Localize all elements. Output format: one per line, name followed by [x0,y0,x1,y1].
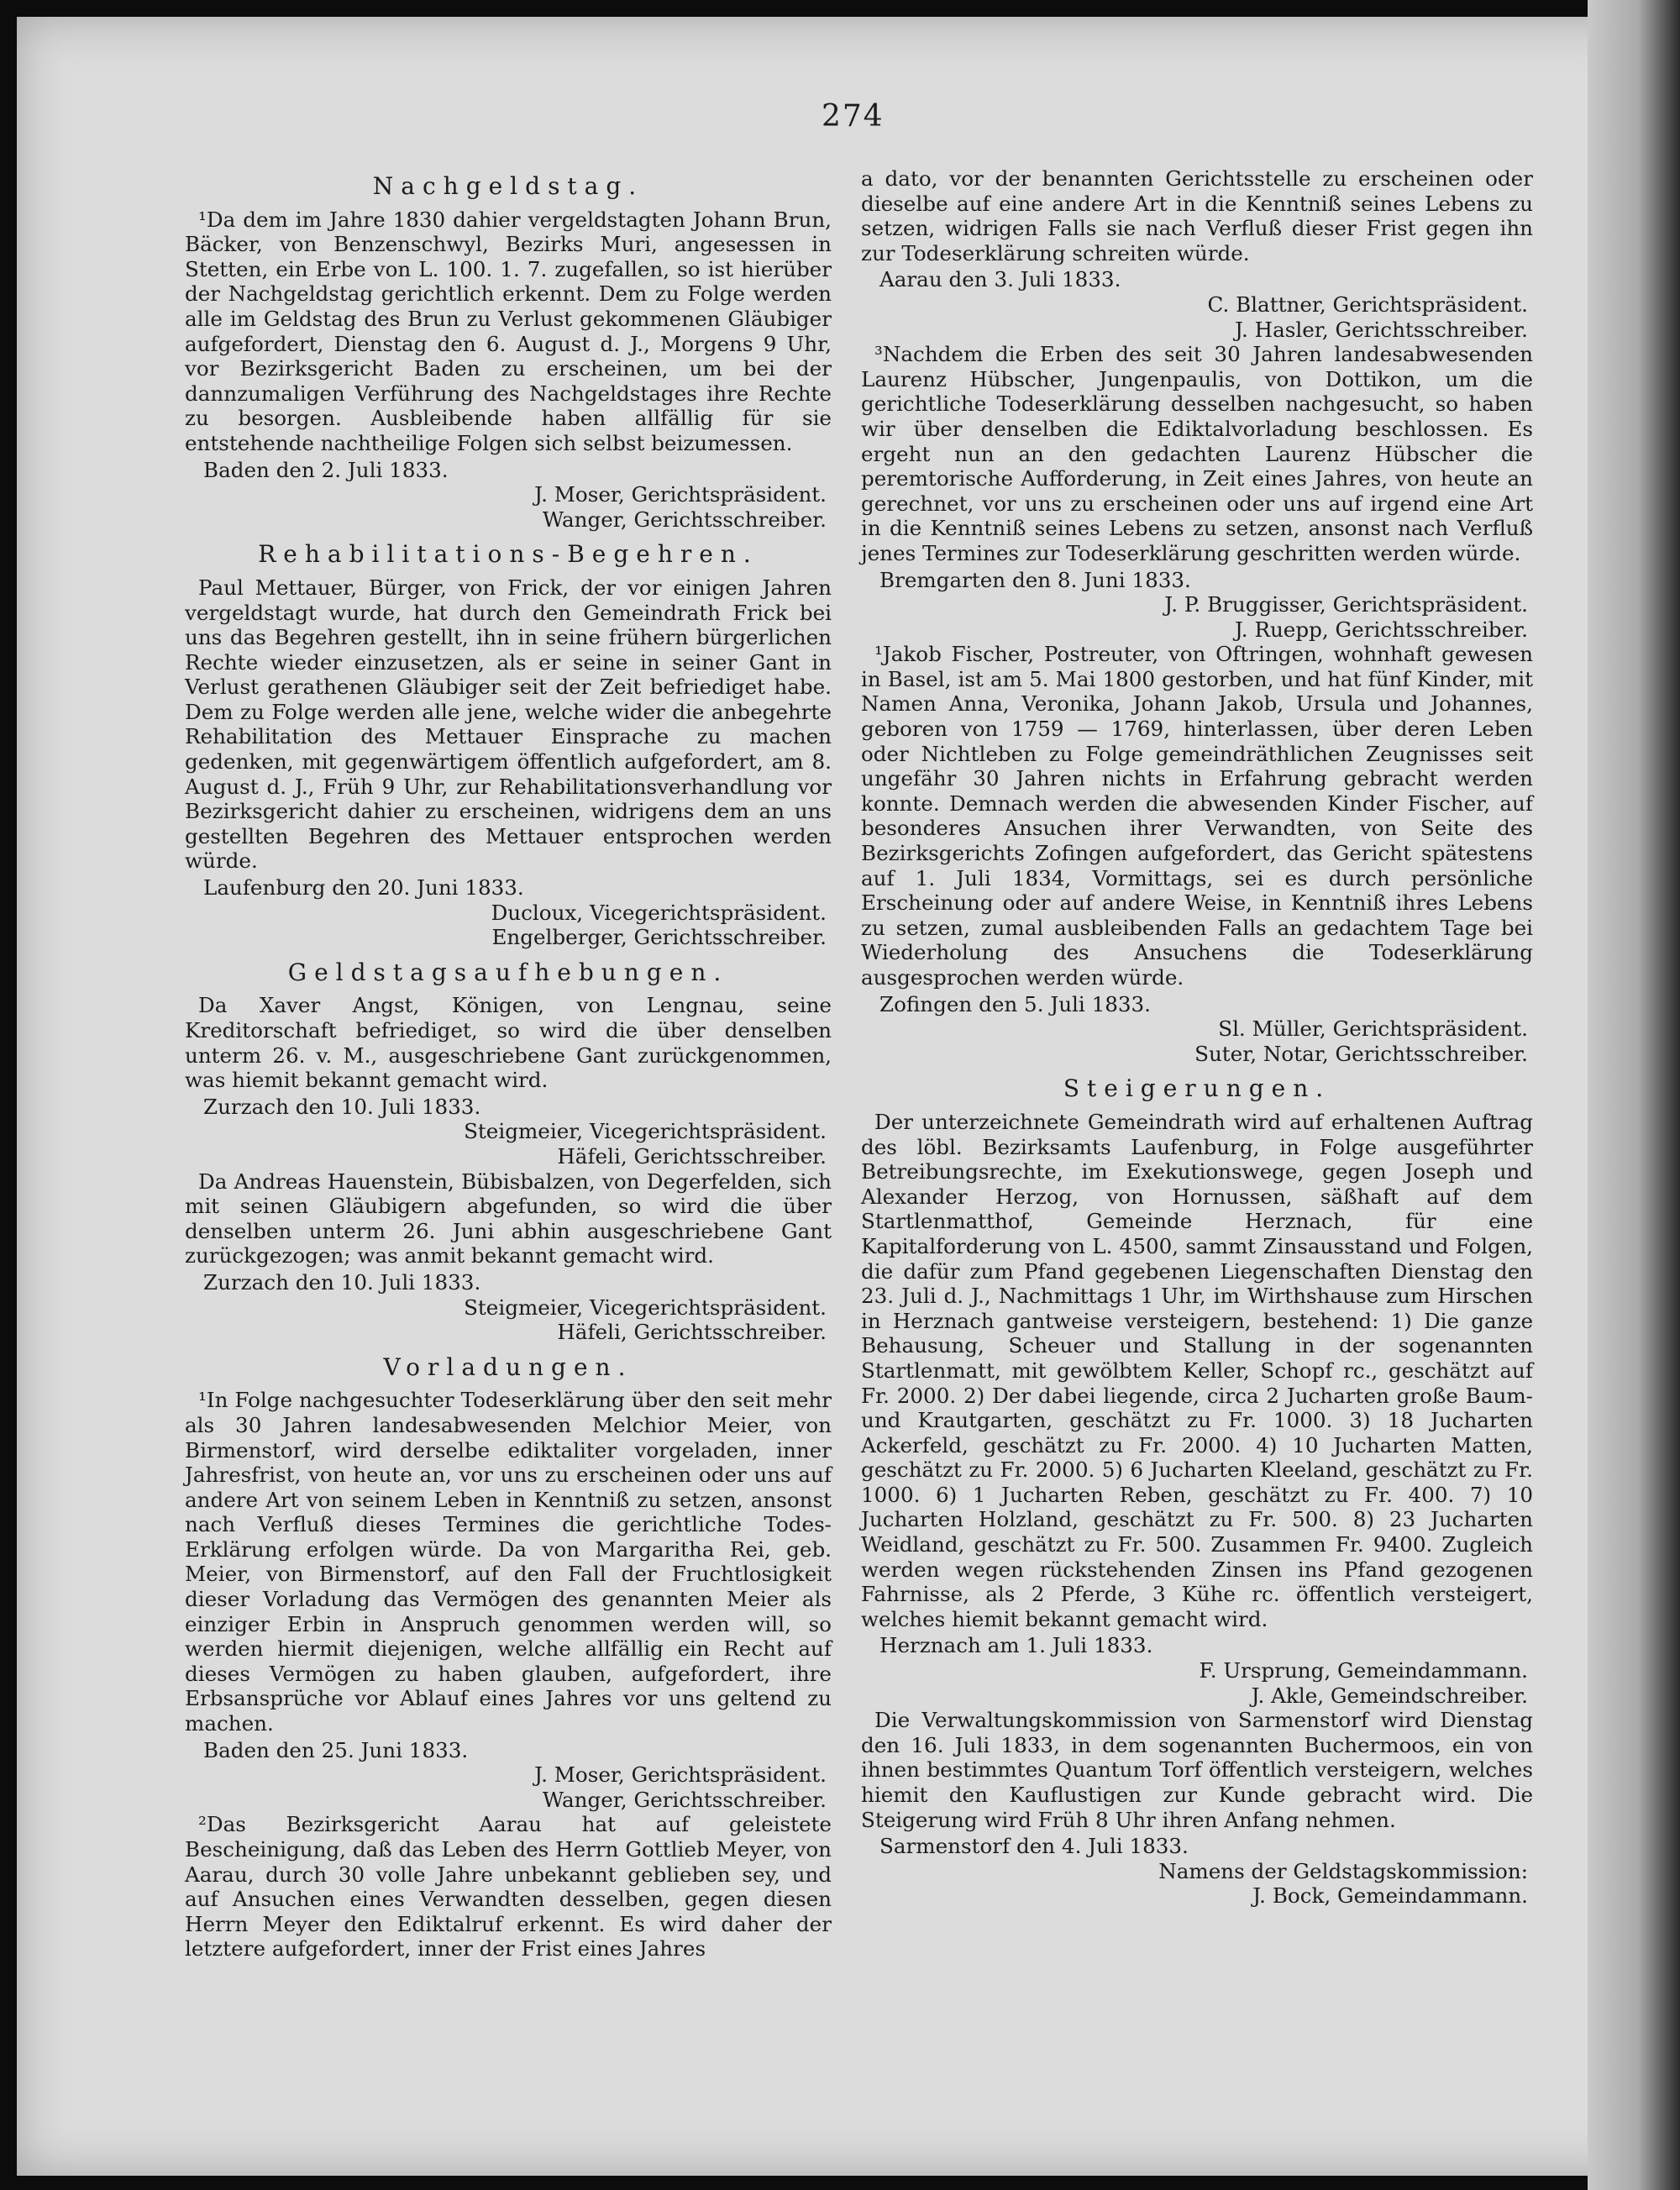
notice-paragraph: ¹In Folge nachgesuchter Todeserklärung über den seit mehr als 30 Jahren landesabwesenden Melchior Meier, von Birmenstorf, wird derselbe ediktaliter vorgeladen, inner Jahresfrist, von heute an, vor uns zu erscheinen oder uns auf andere Art von seinem Leben in Kenntniß zu setzen, ansonst nach Verfluß dieses Termines die gerichtliche Todes-Erklärung erfolgen würde. Da von Margaritha Rei, geb. Meier, von Birmenstorf, auf den Fall der Fruchtlosigkeit dieser Vorladung das Vermögen des genannten Meier als einziger Erbin in Anspruch genommen werden will, so werden hiermit diejenigen, welche allfällig ein Recht auf dieses Vermögen zu haben glauben, aufgefordert, ihre Erbsansprüche vor Ablauf eines Jahres vor uns geltend zu machen. [185,1388,832,1736]
notice-signature: J. Ruepp, Gerichtsschreiber. [1234,617,1528,642]
section-heading: Geldstagsaufhebungen. [287,958,729,986]
notice-signature: Steigmeier, Vicegerichtspräsident. [464,1295,827,1320]
page-number: 274 [822,99,885,134]
notice-signature: C. Blattner, Gerichtspräsident. [1207,291,1528,317]
notice-dateline: Zurzach den 10. Juli 1833. [203,1269,481,1295]
notice-dateline: Zurzach den 10. Juli 1833. [203,1094,481,1119]
notice-signature: F. Ursprung, Gemeindammann. [1199,1658,1528,1683]
notice-paragraph: Paul Mettauer, Bürger, von Frick, der vor einigen Jahren vergeldstagt wurde, hat durch den Gemeindrath Frick bei uns das Begehren gestellt, ihn in seine frühern bürgerlichen Rechte wieder einzusetzen, als er seine in seiner Gant in Verlust gerathenen Gläubiger seit der Zeit befriediget habe. Dem zu Folge werden alle jene, welche wider die anbegehrte Rehabilitation des Mettauer Einsprache zu machen gedenken, mit gegenwärtigem öffentlich aufgefordert, am 8. August d. J., Früh 9 Uhr, zur Rehabilitationsverhandlung vor Bezirksgericht dahier zu erscheinen, widrigens dem an uns gestellten Begehren des Mettauer entsprochen werden würde. [185,575,832,874]
notice-dateline: Zofingen den 5. Juli 1833. [879,991,1151,1016]
notice-signature: Wanger, Gerichtsschreiber. [542,507,827,532]
notice-paragraph: ¹Jakob Fischer, Postreuter, von Oftringen, wohnhaft gewesen in Basel, ist am 5. Mai 1800 gestorben, und hat fünf Kinder, mit Namen Anna, Veronika, Johann Jakob, Ursula und Johannes, geboren von 1759 — 1769, hinterlassen, über deren Leben oder Nichtleben zu Folge gemeindräthlichen Zeugnisses seit ungefähr 30 Jahren nichts in Erfahrung gebracht werden konnte. Demnach werden die abwesenden Kinder Fischer, auf besonderes Ansuchen ihrer Verwandten, von Seite des Bezirksgerichts Zofingen aufgefordert, das Gericht spätestens auf 1. Juli 1834, Vormittags, sei es durch persönliche Erscheinung oder auf andere Weise, in Kenntniß ihres Lebens zu setzen, zumal ausbleibenden Falls an gedachtem Tage bei Wiederholung des Ansuchens die Todeserklärung ausgesprochen werden würde. [861,642,1533,990]
notice-signature: J. Moser, Gerichtspräsident. [534,1762,827,1788]
notice-signature: Häfeli, Gerichtsschreiber. [557,1143,827,1169]
notice-paragraph: Da Xaver Angst, Königen, von Lengnau, seine Kreditorschaft befriediget, so wird die über denselben unterm 26. v. M., ausgeschriebene Gant zurückgenommen, was hiemit bekannt gemacht wird. [185,993,832,1093]
section-heading: Vorladungen. [383,1352,633,1381]
notice-signature: Namens der Geldstagskommission: [1158,1858,1528,1883]
section-heading: Nachgeldstag. [372,172,644,200]
notice-dateline: Bremgarten den 8. Juni 1833. [879,567,1191,592]
notice-dateline: Baden den 25. Juni 1833. [203,1737,469,1762]
page-edge-shadow [1588,0,1680,2190]
notice-signature: J. Hasler, Gerichtsschreiber. [1235,317,1528,342]
section-heading: Steigerungen. [1063,1074,1331,1103]
notice-signature: Engelberger, Gerichtsschreiber. [491,925,827,950]
section-heading: Rehabilitations-Begehren. [258,540,759,569]
notice-paragraph: ³Nachdem die Erben des seit 30 Jahren landesabwesenden Laurenz Hübscher, Jungenpaulis, von Dottikon, um die gerichtliche Todeserklärung desselben nachgesucht, so haben wir über denselben die Ediktalvorladung beschlossen. Es ergeht nun an den gedachten Laurenz Hübscher die peremtorische Aufforderung, in Zeit eines Jahres, von heute an gerechnet, vor uns zu erscheinen oder uns auf irgend eine Art in die Kenntniß seines Lebens zu setzen, ansonst nach Verfluß jenes Termines zur Todeserklärung geschritten werden würde. [861,342,1533,565]
notice-signature: Suter, Notar, Gerichtsschreiber. [1194,1041,1528,1066]
notice-signature: J. Akle, Gemeindschreiber. [1251,1683,1528,1708]
notice-dateline: Laufenburg den 20. Juni 1833. [203,875,524,901]
notice-signature: J. P. Bruggisser, Gerichtspräsident. [1164,592,1528,617]
notice-paragraph: ¹Da dem im Jahre 1830 dahier vergeldstagten Johann Brun, Bäcker, von Benzenschwyl, Bezirks Muri, angesessen in Stetten, ein Erbe von L. 100. 1. 7. zugefallen, so ist hierüber der Nachgeldstag gerichtlich erkennt. Dem zu Folge werden alle im Geldstag des Brun zu Verlust gekommenen Gläubiger aufgefordert, Dienstag den 6. August d. J., Morgens 9 Uhr, vor Bezirksgericht Baden zu erscheinen, um bei der dannzumaligen Verführung des Nachgeldstages ihre Rechte zu besorgen. Ausbleibende haben allfällig für sie entstehende nachtheilige Folgen sich selbst beizumessen. [185,207,832,455]
notice-paragraph: Die Verwaltungskommission von Sarmenstorf wird Dienstag den 16. Juli 1833, in dem sogenannten Buchermoos, ein von ihnen bestimmtes Quantum Torf öffentlich versteigern, welches hiemit den Kauflustigen zur Kunde gebracht wird. Die Steigerung wird Früh 8 Uhr ihren Anfang nehmen. [861,1708,1533,1832]
notice-paragraph: Da Andreas Hauenstein, Bübisbalzen, von Degerfelden, sich mit seinen Gläubigern abgefunden, so wird die über denselben unterm 26. Juni abhin ausgeschriebene Gant zurückgezogen; was anmit bekannt gemacht wird. [185,1169,832,1268]
notice-signature: J. Bock, Gemeindammann. [1252,1883,1528,1909]
notice-signature: Sl. Müller, Gerichtspräsident. [1218,1016,1528,1042]
notice-paragraph: ²Das Bezirksgericht Aarau hat auf geleistete Bescheinigung, daß das Leben des Herrn Gottlieb Meyer, von Aarau, durch 30 volle Jahre unbekannt geblieben sey, und auf Ansuchen eines Verwandten desselben, gegen diesen Herrn Meyer den Ediktalruf erkennt. Es wird daher der letztere aufgefordert, inner der Frist eines Jahres [185,1812,832,1962]
notice-paragraph: Der unterzeichnete Gemeindrath wird auf erhaltenen Auftrag des löbl. Bezirksamts Laufenburg, in Folge ausgeführter Betreibungsrechte, im Exekutionswege, gegen Joseph und Alexander Herzog, von Hornussen, säßhaft auf dem Startlenmatthof, Gemeinde Herznach, für eine Kapitalforderung von L. 4500, sammt Zinsausstand und Folgen, die dafür zum Pfand gegebenen Liegenschaften Dienstag den 23. Juli d. J., Nachmittags 1 Uhr, im Wirthshause zum Hirschen in Herznach gantweise versteigern, bestehend: 1) Die ganze Behausung, Scheuer und Stallung in der sogenannten Startlenmatt, mit gewölbtem Keller, Schopf rc., geschätzt auf Fr. 2000. 2) Der dabei liegende, circa 2 Jucharten große Baum- und Krautgarten, geschätzt zu Fr. 1000. 3) 18 Jucharten Ackerfeld, geschätzt zu Fr. 2000. 4) 10 Jucharten Matten, geschätzt zu Fr. 2000. 5) 6 Jucharten Kleeland, geschätzt zu Fr. 1000. 6) 1 Jucharten Reben, geschätzt zu Fr. 400. 7) 10 Jucharten Holzland, geschätzt zu Fr. 500. 8) 23 Jucharten Weidland, geschätzt zu Fr. 500. Zusammen Fr. 9400. Zugleich werden wegen rückstehenden Zinsen ins Pfand gezogenen Fahrnisse, als 2 Pferde, 3 Kühe rc. öffentlich versteigert, welches hiemit bekannt gemacht wird. [861,1109,1533,1631]
notice-signature: Steigmeier, Vicegerichtspräsident. [464,1119,827,1144]
notice-signature: J. Moser, Gerichtspräsident. [534,482,827,507]
notice-signature: Wanger, Gerichtsschreiber. [542,1787,827,1812]
notice-signature: Ducloux, Vicegerichtspräsident. [491,900,827,925]
right-column [861,166,1533,1909]
left-column [185,164,832,1962]
notice-dateline: Aarau den 3. Juli 1833. [879,267,1121,292]
notice-paragraph-continued: a dato, vor der benannten Gerichtsstelle zu erscheinen oder dieselbe auf eine andere Art in die Kenntniß seines Lebens zu setzen, widrigen Falls sie nach Verfluß dieser Frist gegen ihn zur Todeserklärung schreiten würde. [861,166,1533,265]
notice-dateline: Sarmenstorf den 4. Juli 1833. [879,1834,1189,1859]
notice-signature: Häfeli, Gerichtsschreiber. [557,1320,827,1345]
notice-dateline: Herznach am 1. Juli 1833. [879,1633,1153,1658]
notice-dateline: Baden den 2. Juli 1833. [203,457,449,482]
